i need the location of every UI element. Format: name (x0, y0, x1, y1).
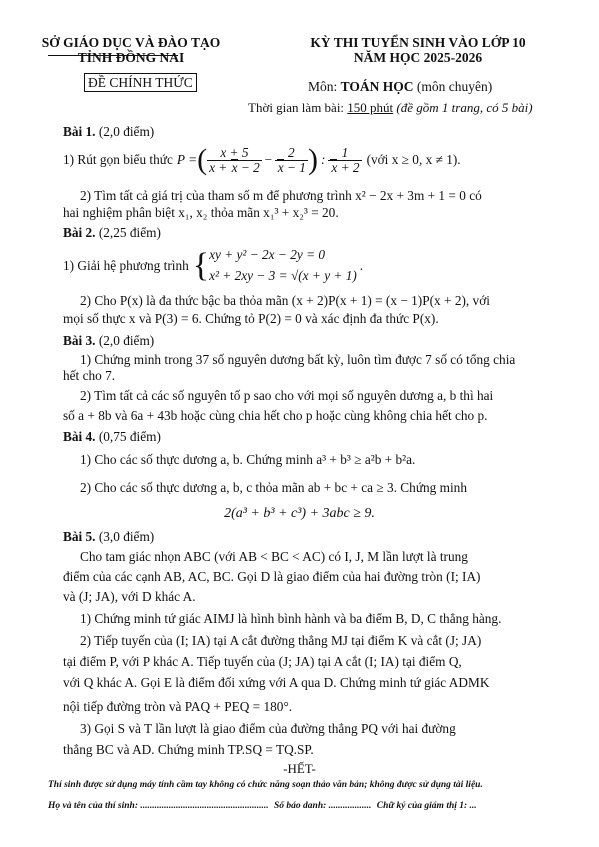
problem-1-q2-line2: hai nghiệm phân biệt x₁, x₂ thỏa mãn x₁³ + x₂³ = 20. (63, 205, 339, 220)
problem-4-q2: 2) Cho các số thực dương a, b, c thỏa mãn ab + bc + ca ≥ 3. Chứng minh (80, 480, 467, 495)
subject-name: TOÁN HỌC (340, 79, 414, 94)
problem-3-q2-line2: số a + 8b và 6a + 43b hoặc cùng chia hết cho p hoặc cùng không chia hết cho p. (63, 408, 488, 423)
problem-5-q2-line3: với Q khác A. Gọi E là điểm đối xứng với A qua D. Chứng minh tứ giác ADMK (63, 675, 490, 690)
candidate-name-field: Họ và tên của thí sinh: ...................................................... (48, 801, 269, 811)
problem-3-q1-line2: hết cho 7. (63, 368, 116, 383)
problem-2-q1: 1) Giải hệ phương trình { xy + y² − 2x − 2y = 0 x² + 2xy − 3 = √(x + y + 1) . (63, 244, 363, 288)
time-value: 150 phút (347, 100, 394, 115)
system-eq-2: x² + 2xy − 3 = √(x + y + 1) (209, 268, 357, 283)
exam-title-line-2: NĂM HỌC 2025-2026 (353, 50, 483, 65)
problem-3-q2-line1: 2) Tìm tất cả các số nguyên tố p sao cho với mọi số nguyên dương a, b thì hai (80, 388, 494, 403)
official-label: ĐỀ CHÍNH THỨC (84, 73, 197, 92)
end-mark: -HẾT- (283, 761, 316, 776)
problem-5-intro-line3: và (J; JA), với D khác A. (63, 589, 196, 604)
problem-5-q2-line4: nội tiếp đường tròn và PAQ + PEQ = 180°. (63, 699, 293, 714)
problem-2-q2-line1: 2) Cho P(x) là đa thức bậc ba thỏa mãn (x + 2)P(x + 1) = (x − 1)P(x + 2), với (80, 293, 490, 308)
fraction-3: $\frac{1}{x + 2}$ (328, 146, 361, 174)
problem-5-q3-line2: thẳng BC và AD. Chứng minh TP.SQ = TQ.SP. (63, 742, 314, 757)
department-line-1: SỞ GIÁO DỤC VÀ ĐÀO TẠO (41, 35, 221, 50)
problem-5-intro-line2: điểm của các cạnh AB, AC, BC. Gọi D là giao điểm của hai đường tròn (I; IA) (63, 569, 481, 584)
problem-1-q1: 1) Rút gọn biểu thức P = ( $\frac{x + 5}{x + x - 2}$ − $\frac{2}{x - 1}$ ) : $\frac{1}{x + 2}$ (với x ≥ 0, x ≠ 1). (63, 143, 461, 176)
header-underline (48, 55, 178, 56)
problem-4-heading: Bài 4. (0,75 điểm) (63, 429, 161, 444)
problem-2-q2-line2: mọi số thực x và P(3) = 6. Chứng tỏ P(2) = 0 và xác định đa thức P(x). (63, 311, 439, 326)
department-line-2: TỈNH ĐỒNG NAI (77, 50, 185, 65)
problem-4-inequality: 2(a³ + b³ + c³) + 3abc ≥ 9. (224, 506, 375, 521)
system-eq-1: xy + y² − 2x − 2y = 0 (209, 247, 326, 263)
problem-5-intro-line1: Cho tam giác nhọn ABC (với AB < BC < AC) có I, J, M lần lượt là trung (80, 549, 468, 564)
problem-1-q2-line1: 2) Tìm tất cả giá trị của tham số m để phương trình x² − 2x + 3m + 1 = 0 có (80, 188, 482, 203)
exam-notice: Thí sinh được sử dụng máy tính cầm tay không có chức năng soạn thảo văn bản; không được sử dụng tài liệu. (48, 780, 483, 790)
problem-5-q2-line1: 2) Tiếp tuyến của (I; IA) tại A cắt đường thẳng MJ tại điểm K và cắt (J; JA) (80, 633, 482, 648)
fraction-1: $\frac{x + 5}{x + x - 2}$ (209, 145, 260, 175)
fraction-2: $\frac{2}{x - 1}$ (275, 146, 308, 174)
problem-5-q3-line1: 3) Gọi S và T lần lượt là giao điểm của đường thẳng PQ với hai đường (80, 721, 456, 736)
candidate-number-field: Số báo danh: .................. (274, 801, 372, 811)
problem-3-heading: Bài 3. (2,0 điểm) (63, 333, 155, 348)
problem-5-heading: Bài 5. (3,0 điểm) (63, 529, 155, 544)
proctor-signature-field: Chữ ký của giám thị 1: ... (376, 801, 477, 811)
exam-title-line-1: KỲ THI TUYỂN SINH VÀO LỚP 10 (310, 35, 526, 50)
problem-5-q1: 1) Chứng minh tứ giác AIMJ là hình bình hành và ba điểm B, D, C thẳng hàng. (80, 611, 502, 626)
problem-2-heading: Bài 2. (2,25 điểm) (63, 225, 161, 240)
problem-4-q1: 1) Cho các số thực dương a, b. Chứng minh a³ + b³ ≥ a²b + b²a. (80, 452, 416, 467)
subject-line: Môn: TOÁN HỌC (môn chuyên) (308, 79, 493, 94)
footer-fields (48, 802, 477, 812)
time-line: Thời gian làm bài: 150 phút (đề gồm 1 trang, có 5 bài) (248, 100, 533, 115)
problem-1-heading: Bài 1. (2,0 điểm) (63, 124, 155, 139)
problem-3-q1-line1: 1) Chứng minh trong 37 số nguyên dương bất kỳ, luôn tìm được 7 số có tổng chia (80, 352, 516, 367)
problem-5-q2-line2: tại điểm P, với P khác A. Tiếp tuyến của (J; JA) tại A cắt (I; IA) tại điểm Q, (63, 654, 462, 669)
